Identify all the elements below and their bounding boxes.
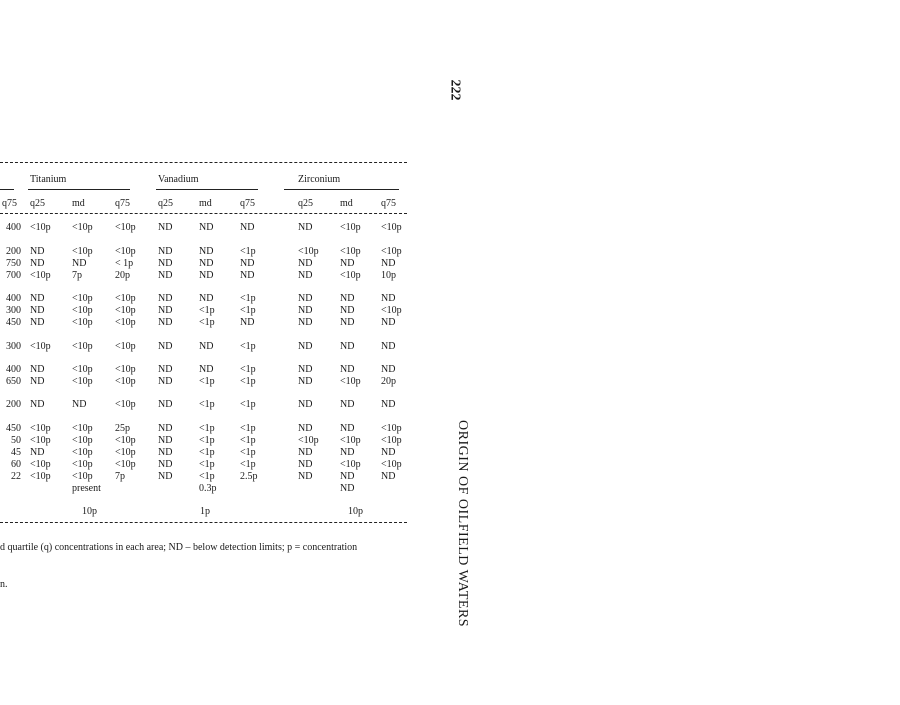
table-cell: 700 (6, 270, 21, 281)
table-cell: <10p (381, 246, 402, 257)
table-cell: 400 (6, 293, 21, 304)
table-cell: <1p (199, 435, 215, 446)
table-cell: ND (158, 435, 173, 446)
table-cell: 45 (11, 447, 21, 458)
table-cell: 50 (11, 435, 21, 446)
table-cell: <10p (30, 341, 51, 352)
table-cell: <1p (240, 435, 256, 446)
table-cell: <10p (381, 459, 402, 470)
table-cell: ND (158, 246, 173, 257)
table-cell: ND (381, 293, 396, 304)
table-cell: ND (381, 317, 396, 328)
detection-limit: 10p (348, 506, 363, 517)
table-cell: ND (158, 341, 173, 352)
table-cell: ND (298, 317, 313, 328)
table-cell: < 1p (115, 258, 134, 269)
table-cell: <10p (30, 270, 51, 281)
table-cell: ND (199, 293, 214, 304)
page-number: 222 (447, 79, 463, 101)
table-cell: 2.5p (240, 471, 258, 482)
table-cell: 7p (72, 270, 82, 281)
table-cell: <10p (30, 423, 51, 434)
table-cell: <1p (240, 459, 256, 470)
column-header: q75 (115, 198, 130, 209)
table-cell: ND (298, 459, 313, 470)
table-cell: ND (158, 399, 173, 410)
group-label: Vanadium (158, 174, 199, 185)
table-cell: <10p (115, 293, 136, 304)
table-cell: <1p (199, 399, 215, 410)
top-rule (0, 162, 407, 163)
table-cell: ND (298, 222, 313, 233)
table-cell: ND (298, 423, 313, 434)
group-underline (284, 189, 399, 190)
table-cell: ND (158, 423, 173, 434)
group-label: Zirconium (298, 174, 341, 185)
table-cell: <10p (72, 471, 93, 482)
table-cell: 10p (381, 270, 396, 281)
table-cell: 400 (6, 222, 21, 233)
table-cell: 25p (115, 423, 130, 434)
table-cell: <10p (72, 435, 93, 446)
table-cell: ND (199, 341, 214, 352)
table-cell: ND (72, 258, 87, 269)
table-cell: ND (158, 270, 173, 281)
table-cell: <10p (381, 423, 402, 434)
detection-limit: 10p (82, 506, 97, 517)
table-cell: <1p (199, 459, 215, 470)
table-cell: ND (30, 364, 45, 375)
table-cell: <10p (30, 471, 51, 482)
table-cell: <10p (72, 341, 93, 352)
table-cell: <1p (240, 246, 256, 257)
table-cell: 60 (11, 459, 21, 470)
table-cell: ND (298, 341, 313, 352)
table-cell: <10p (340, 435, 361, 446)
table-cell: <10p (72, 423, 93, 434)
table-cell: <10p (72, 459, 93, 470)
table-cell: ND (240, 222, 255, 233)
table-cell: <10p (115, 317, 136, 328)
table-cell: ND (158, 305, 173, 316)
table-cell: ND (30, 376, 45, 387)
table-cell: ND (199, 222, 214, 233)
table-cell: <10p (115, 399, 136, 410)
table-cell: 22 (11, 471, 21, 482)
footnote-line: n. (0, 579, 8, 590)
table-cell: <10p (72, 222, 93, 233)
table-cell: ND (240, 270, 255, 281)
table-cell: ND (158, 376, 173, 387)
table-cell: 450 (6, 423, 21, 434)
table-cell: ND (199, 364, 214, 375)
table-cell: ND (240, 258, 255, 269)
table-cell: <1p (240, 376, 256, 387)
table-cell: <10p (72, 364, 93, 375)
table-cell: <10p (340, 246, 361, 257)
table-cell: ND (340, 341, 355, 352)
table-cell: ND (30, 317, 45, 328)
table-cell: <1p (199, 376, 215, 387)
table-cell: <10p (340, 270, 361, 281)
table-cell: <1p (199, 471, 215, 482)
table-cell: ND (199, 270, 214, 281)
running-head: ORIGIN OF OILFIELD WATERS (455, 420, 470, 628)
table-cell: 300 (6, 341, 21, 352)
table-cell: 0.3p (199, 483, 217, 494)
table-cell: ND (340, 423, 355, 434)
table-cell: ND (158, 364, 173, 375)
table-cell: <10p (72, 293, 93, 304)
table-cell: <10p (115, 341, 136, 352)
table-cell: <10p (115, 447, 136, 458)
table-cell: ND (298, 270, 313, 281)
column-header: q25 (298, 198, 313, 209)
table-cell: ND (381, 258, 396, 269)
table-cell: <10p (115, 305, 136, 316)
column-header: md (199, 198, 212, 209)
table-cell: ND (30, 305, 45, 316)
table-cell: <10p (72, 317, 93, 328)
table-cell: ND (240, 317, 255, 328)
bottom-rule (0, 522, 407, 523)
table-cell: 300 (6, 305, 21, 316)
table-cell: ND (30, 399, 45, 410)
table-cell: 7p (115, 471, 125, 482)
column-header: q25 (158, 198, 173, 209)
table-cell: <10p (381, 435, 402, 446)
table-cell: <10p (340, 222, 361, 233)
table-cell: ND (30, 246, 45, 257)
table-cell: <10p (72, 305, 93, 316)
table-cell: 750 (6, 258, 21, 269)
footnote-line: d quartile (q) concentrations in each area; ND – below detection limits; p = concentration (0, 542, 358, 553)
table-cell: ND (158, 293, 173, 304)
table-cell: <10p (298, 435, 319, 446)
table-cell: ND (158, 222, 173, 233)
table-cell: <1p (199, 305, 215, 316)
table-cell: <10p (30, 459, 51, 470)
table-cell: <10p (340, 459, 361, 470)
table-cell: <1p (199, 317, 215, 328)
table-cell: ND (158, 447, 173, 458)
table-cell: ND (199, 246, 214, 257)
table-cell: <10p (115, 222, 136, 233)
table-cell: <1p (240, 305, 256, 316)
table-cell: ND (340, 447, 355, 458)
table-cell: ND (340, 483, 355, 494)
table-cell: <1p (199, 423, 215, 434)
table-cell: <10p (72, 246, 93, 257)
table-cell: <10p (115, 246, 136, 257)
table-cell: ND (340, 471, 355, 482)
detection-limit: 1p (200, 506, 210, 517)
table-cell: present (72, 483, 101, 494)
table-cell: ND (158, 258, 173, 269)
table-cell: ND (30, 293, 45, 304)
table-cell: <10p (381, 222, 402, 233)
table-cell: ND (298, 376, 313, 387)
group-underline (28, 189, 130, 190)
table-cell: <10p (72, 376, 93, 387)
table-cell: <1p (240, 399, 256, 410)
table-cell: ND (298, 447, 313, 458)
table-cell: <10p (115, 364, 136, 375)
table-cell: ND (298, 258, 313, 269)
table-cell: <1p (240, 423, 256, 434)
table-cell: <10p (72, 447, 93, 458)
table-cell: ND (381, 399, 396, 410)
table-cell: ND (298, 364, 313, 375)
table-cell: <10p (115, 376, 136, 387)
table-cell: ND (340, 364, 355, 375)
table-cell: <1p (199, 447, 215, 458)
table-cell: ND (340, 399, 355, 410)
table-cell: ND (30, 258, 45, 269)
table-cell: ND (199, 258, 214, 269)
group-label: Titanium (30, 174, 67, 185)
table-cell: 200 (6, 246, 21, 257)
table-cell: ND (158, 459, 173, 470)
table-cell: ND (298, 399, 313, 410)
table-cell: ND (298, 293, 313, 304)
table-cell: 200 (6, 399, 21, 410)
table-cell: <1p (240, 293, 256, 304)
table-cell: <10p (115, 435, 136, 446)
column-header: q75 (2, 198, 17, 209)
table-cell: <10p (340, 376, 361, 387)
table-cell: 650 (6, 376, 21, 387)
table-cell: ND (340, 317, 355, 328)
table-cell: <10p (30, 435, 51, 446)
table-cell: <10p (30, 222, 51, 233)
table-cell: ND (158, 317, 173, 328)
table-cell: 20p (381, 376, 396, 387)
table-cell: ND (381, 447, 396, 458)
table-cell: <10p (381, 305, 402, 316)
column-header: md (72, 198, 85, 209)
table-cell: ND (298, 305, 313, 316)
column-header: q75 (381, 198, 396, 209)
table-cell: ND (298, 471, 313, 482)
table-cell: 20p (115, 270, 130, 281)
table-cell: ND (340, 258, 355, 269)
table-cell: <1p (240, 447, 256, 458)
column-header: q25 (30, 198, 45, 209)
table-cell: 400 (6, 364, 21, 375)
table-cell: ND (340, 293, 355, 304)
table-cell: <1p (240, 364, 256, 375)
column-header: md (340, 198, 353, 209)
table-cell: <1p (240, 341, 256, 352)
column-header: q75 (240, 198, 255, 209)
group-underline (156, 189, 258, 190)
group-underline (0, 189, 14, 190)
table-cell: ND (72, 399, 87, 410)
table-cell: <10p (115, 459, 136, 470)
table-cell: ND (158, 471, 173, 482)
table-cell: ND (340, 305, 355, 316)
table-cell: ND (30, 447, 45, 458)
header-rule (0, 213, 407, 214)
table-cell: <10p (298, 246, 319, 257)
table-cell: ND (381, 341, 396, 352)
table-cell: 450 (6, 317, 21, 328)
table-cell: ND (381, 364, 396, 375)
table-cell: ND (381, 471, 396, 482)
